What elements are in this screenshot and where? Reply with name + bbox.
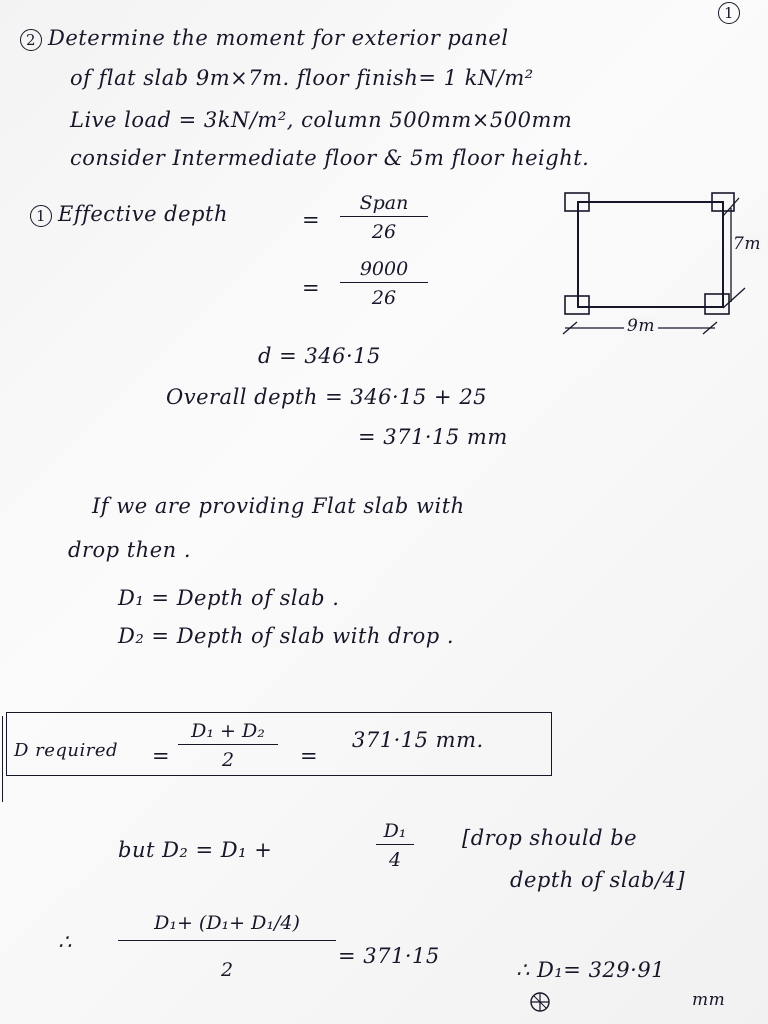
required-equals-2: = <box>300 744 319 768</box>
required-fraction-den: 2 <box>221 749 235 771</box>
scribble-mark <box>528 990 554 1014</box>
width-label: 9m <box>624 316 658 336</box>
span-fraction-num: Span <box>359 192 409 214</box>
height-tick-bottom <box>723 288 745 308</box>
drop-intro-line-2: drop then . <box>68 538 192 562</box>
slab-panel-diagram <box>555 190 765 340</box>
page-marker <box>718 2 746 24</box>
final-unit: mm <box>692 990 726 1010</box>
question-text-1: Determine the moment for exterior panel <box>48 26 509 50</box>
drop-note-line-2: depth of slab/4] <box>510 868 686 892</box>
therefore-symbol: ∴ <box>58 930 72 954</box>
d-value-line: d = 346·15 <box>258 344 381 368</box>
step1-number: 1 <box>30 205 52 227</box>
span-fraction <box>338 192 430 243</box>
but-line: but D₂ = D₁ + <box>118 838 273 862</box>
overall-depth-line: Overall depth = 346·15 + 25 <box>166 385 488 409</box>
d2-definition: D₂ = Depth of slab with drop . <box>118 624 455 648</box>
final-fraction-den: 2 <box>220 959 234 981</box>
quarter-fraction-num: D₁ <box>383 820 407 842</box>
quarter-fraction-den: 4 <box>388 849 402 871</box>
effective-depth-label: Effective depth <box>58 202 228 226</box>
step1-label <box>30 202 228 227</box>
height-label: 7m <box>733 234 761 254</box>
question-line-3: Live load = 3kN/m², column 500mm×500mm <box>70 108 573 132</box>
step1-equals-1: = <box>302 208 321 232</box>
slab-outline <box>578 202 723 307</box>
required-equals-1: = <box>152 744 171 768</box>
drop-intro-line-1: If we are providing Flat slab with <box>92 494 465 518</box>
final-fraction <box>116 912 338 981</box>
question-number: 2 <box>20 29 42 51</box>
final-equals: = 371·15 <box>338 944 440 968</box>
page-marker-circle: 1 <box>718 2 740 24</box>
step1-equals-2: = <box>302 276 321 300</box>
required-depth-label: D required <box>14 740 119 761</box>
drop-note-line-1: [drop should be <box>462 826 638 850</box>
question-line-1 <box>20 26 509 51</box>
question-line-4: consider Intermediate floor & 5m floor height. <box>70 146 590 170</box>
d1-definition: D₁ = Depth of slab . <box>118 586 340 610</box>
column-bottom-right <box>705 294 729 314</box>
question-line-2: of flat slab 9m×7m. floor finish= 1 kN/m² <box>70 66 534 90</box>
span-value-num: 9000 <box>359 258 409 280</box>
final-fraction-num: D₁+ (D₁+ D₁/4) <box>154 912 300 934</box>
overall-depth-result: = 371·15 mm <box>358 425 508 449</box>
span-fraction-den: 26 <box>371 221 397 243</box>
required-value: 371·15 mm. <box>352 728 484 752</box>
span-value-fraction <box>338 258 430 309</box>
quarter-fraction <box>374 820 416 871</box>
required-fraction <box>176 720 280 771</box>
span-value-den: 26 <box>371 287 397 309</box>
final-result: ∴ D₁= 329·91 <box>516 958 666 982</box>
required-fraction-num: D₁ + D₂ <box>191 720 265 742</box>
required-depth-box-shadow <box>2 716 3 802</box>
